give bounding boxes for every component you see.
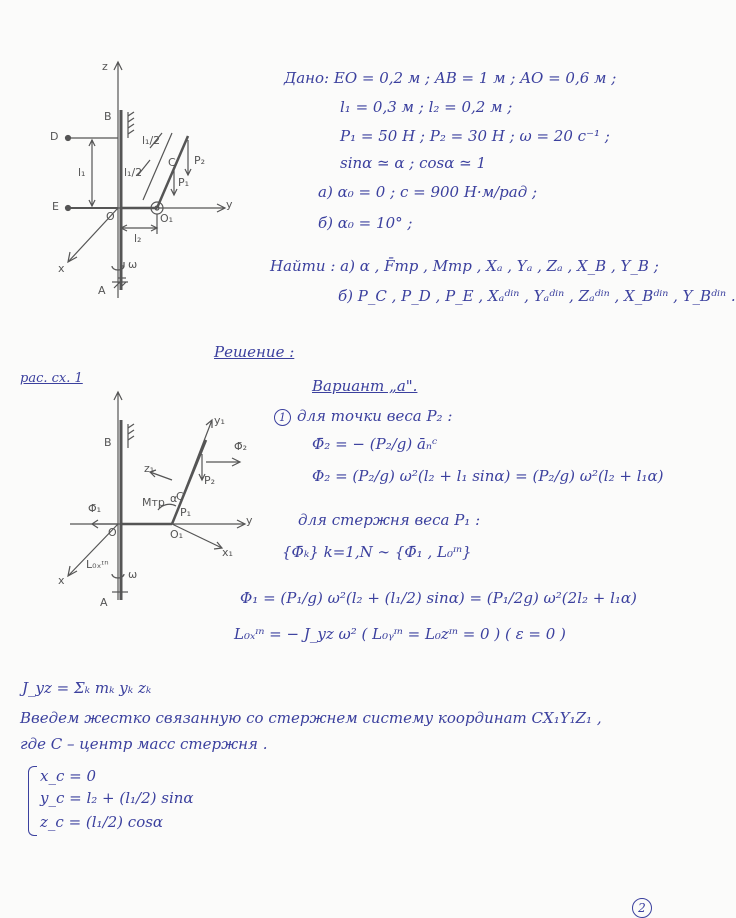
d2-label-x: x (58, 574, 65, 587)
inertia-product: J_yz = Σₖ mₖ yₖ zₖ (22, 679, 152, 697)
d1-label-omega: ω (128, 258, 138, 271)
d2-label-x1: x₁ (222, 546, 233, 559)
step-1-text: для точки веса P₂ : (297, 407, 453, 425)
d1-label-B: B (104, 110, 112, 123)
given-line-4: sinα ≃ α ; cosα ≃ 1 (340, 154, 487, 172)
step-6: Φ₁ = (P₁/g) ω²(l₂ + (l₁/2) sinα) = (P₁/2g) ω²(2l₂ + l₁α) (240, 589, 637, 607)
d1-label-P2: P₂ (194, 154, 206, 167)
d1-label-A: A (98, 284, 106, 297)
step-7: L₀ₓᶦⁿ = − J_yz ω² ( L₀ᵧᶦⁿ = L₀zᶦⁿ = 0 ) ( ε = 0 ) (234, 625, 566, 643)
page-number: 2 (632, 898, 652, 918)
d1-label-O: O (106, 210, 115, 223)
system-brace (28, 766, 37, 836)
d2-label-O1: O₁ (170, 528, 184, 541)
step-1-line (274, 408, 452, 426)
step-number: 1 (274, 409, 291, 426)
d1-label-l1half-lower: l₁/2 (124, 166, 143, 179)
d1-label-y: y (226, 198, 233, 211)
given-line-1: Дано: EO = 0,2 м ; AB = 1 м ; AO = 0,6 м ; (284, 69, 617, 87)
scheme-label: рас. сх. 1 (20, 371, 83, 386)
find-line-2: б) P_C , P_D , P_E , Xₐᵈⁱⁿ , Yₐᵈⁱⁿ , Zₐᵈⁱⁿ , X_Bᵈⁱⁿ , Y_Bᵈⁱⁿ . (338, 287, 736, 305)
d2-label-mtp: Mтр (142, 496, 165, 509)
d1-label-P1: P₁ (178, 176, 190, 189)
d2-label-alpha: α (170, 492, 178, 505)
d2-label-A: A (100, 596, 108, 609)
step-2: Φ̄₂ = − (P₂/g) āₙᶜ (312, 435, 438, 453)
d2-label-O: O (108, 526, 117, 539)
step-5: {Φ̄ₖ} k=1,N ∼ {Φ̄₁ , L₀ᶦⁿ} (282, 543, 472, 561)
d2-label-P2: P₂ (204, 474, 216, 487)
step-3: Φ₂ = (P₂/g) ω²(l₂ + l₁ sinα) = (P₂/g) ω²(l₂ + l₁α) (312, 467, 664, 485)
yc-equation: y_c = l₂ + (l₁/2) sinα (40, 789, 194, 807)
d2-label-L: L₀ₓᶦⁿ (86, 558, 109, 571)
d2-label-y1: y₁ (214, 414, 225, 427)
xc-equation: x_c = 0 (40, 767, 97, 785)
find-line-1: Найти : а) α , F̄тр , Mтр , Xₐ , Yₐ , Zₐ , X_B , Y_B ; (270, 257, 659, 275)
d1-label-O1: O₁ (160, 212, 174, 225)
given-line-6: б) α₀ = 10° ; (318, 214, 413, 232)
d1-label-l1half-upper: l₁/2 (142, 134, 161, 147)
d2-label-phi1: Φ̄₁ (88, 502, 102, 515)
d1-label-x: x (58, 262, 65, 275)
d2-label-C: C (176, 490, 184, 503)
d2-label-P1: P₁ (180, 506, 192, 519)
d2-label-omega: ω (128, 568, 138, 581)
zc-equation: z_c = (l₁/2) cosα (40, 813, 164, 831)
d1-label-l1: l₁ (78, 166, 86, 179)
d2-label-y: y (246, 514, 253, 527)
d1-label-l2: l₂ (134, 232, 142, 245)
given-line-5: а) α₀ = 0 ; c = 900 Н·м/рад ; (318, 183, 538, 201)
step-4: для стержня веса P₁ : (298, 511, 481, 529)
d1-label-E: E (52, 200, 59, 213)
d2-label-phi2: Φ̄₂ (234, 440, 248, 453)
coordinate-intro-2: где C – центр масс стержня . (20, 735, 268, 753)
d1-label-z: z (102, 60, 108, 73)
coordinate-intro-1: Введем жестко связанную со стержнем систему координат CX₁Y₁Z₁ , (20, 709, 602, 727)
d1-label-C: C (168, 156, 176, 169)
d2-label-z1: z₁ (144, 462, 155, 475)
given-line-3: P₁ = 50 H ; P₂ = 30 H ; ω = 20 c⁻¹ ; (340, 127, 610, 145)
d1-label-D: D (50, 130, 59, 143)
given-line-2: l₁ = 0,3 м ; l₂ = 0,2 м ; (340, 98, 513, 116)
variant-title: Вариант „а". (312, 377, 418, 395)
d2-label-B: B (104, 436, 112, 449)
solution-title: Решение : (214, 343, 295, 361)
